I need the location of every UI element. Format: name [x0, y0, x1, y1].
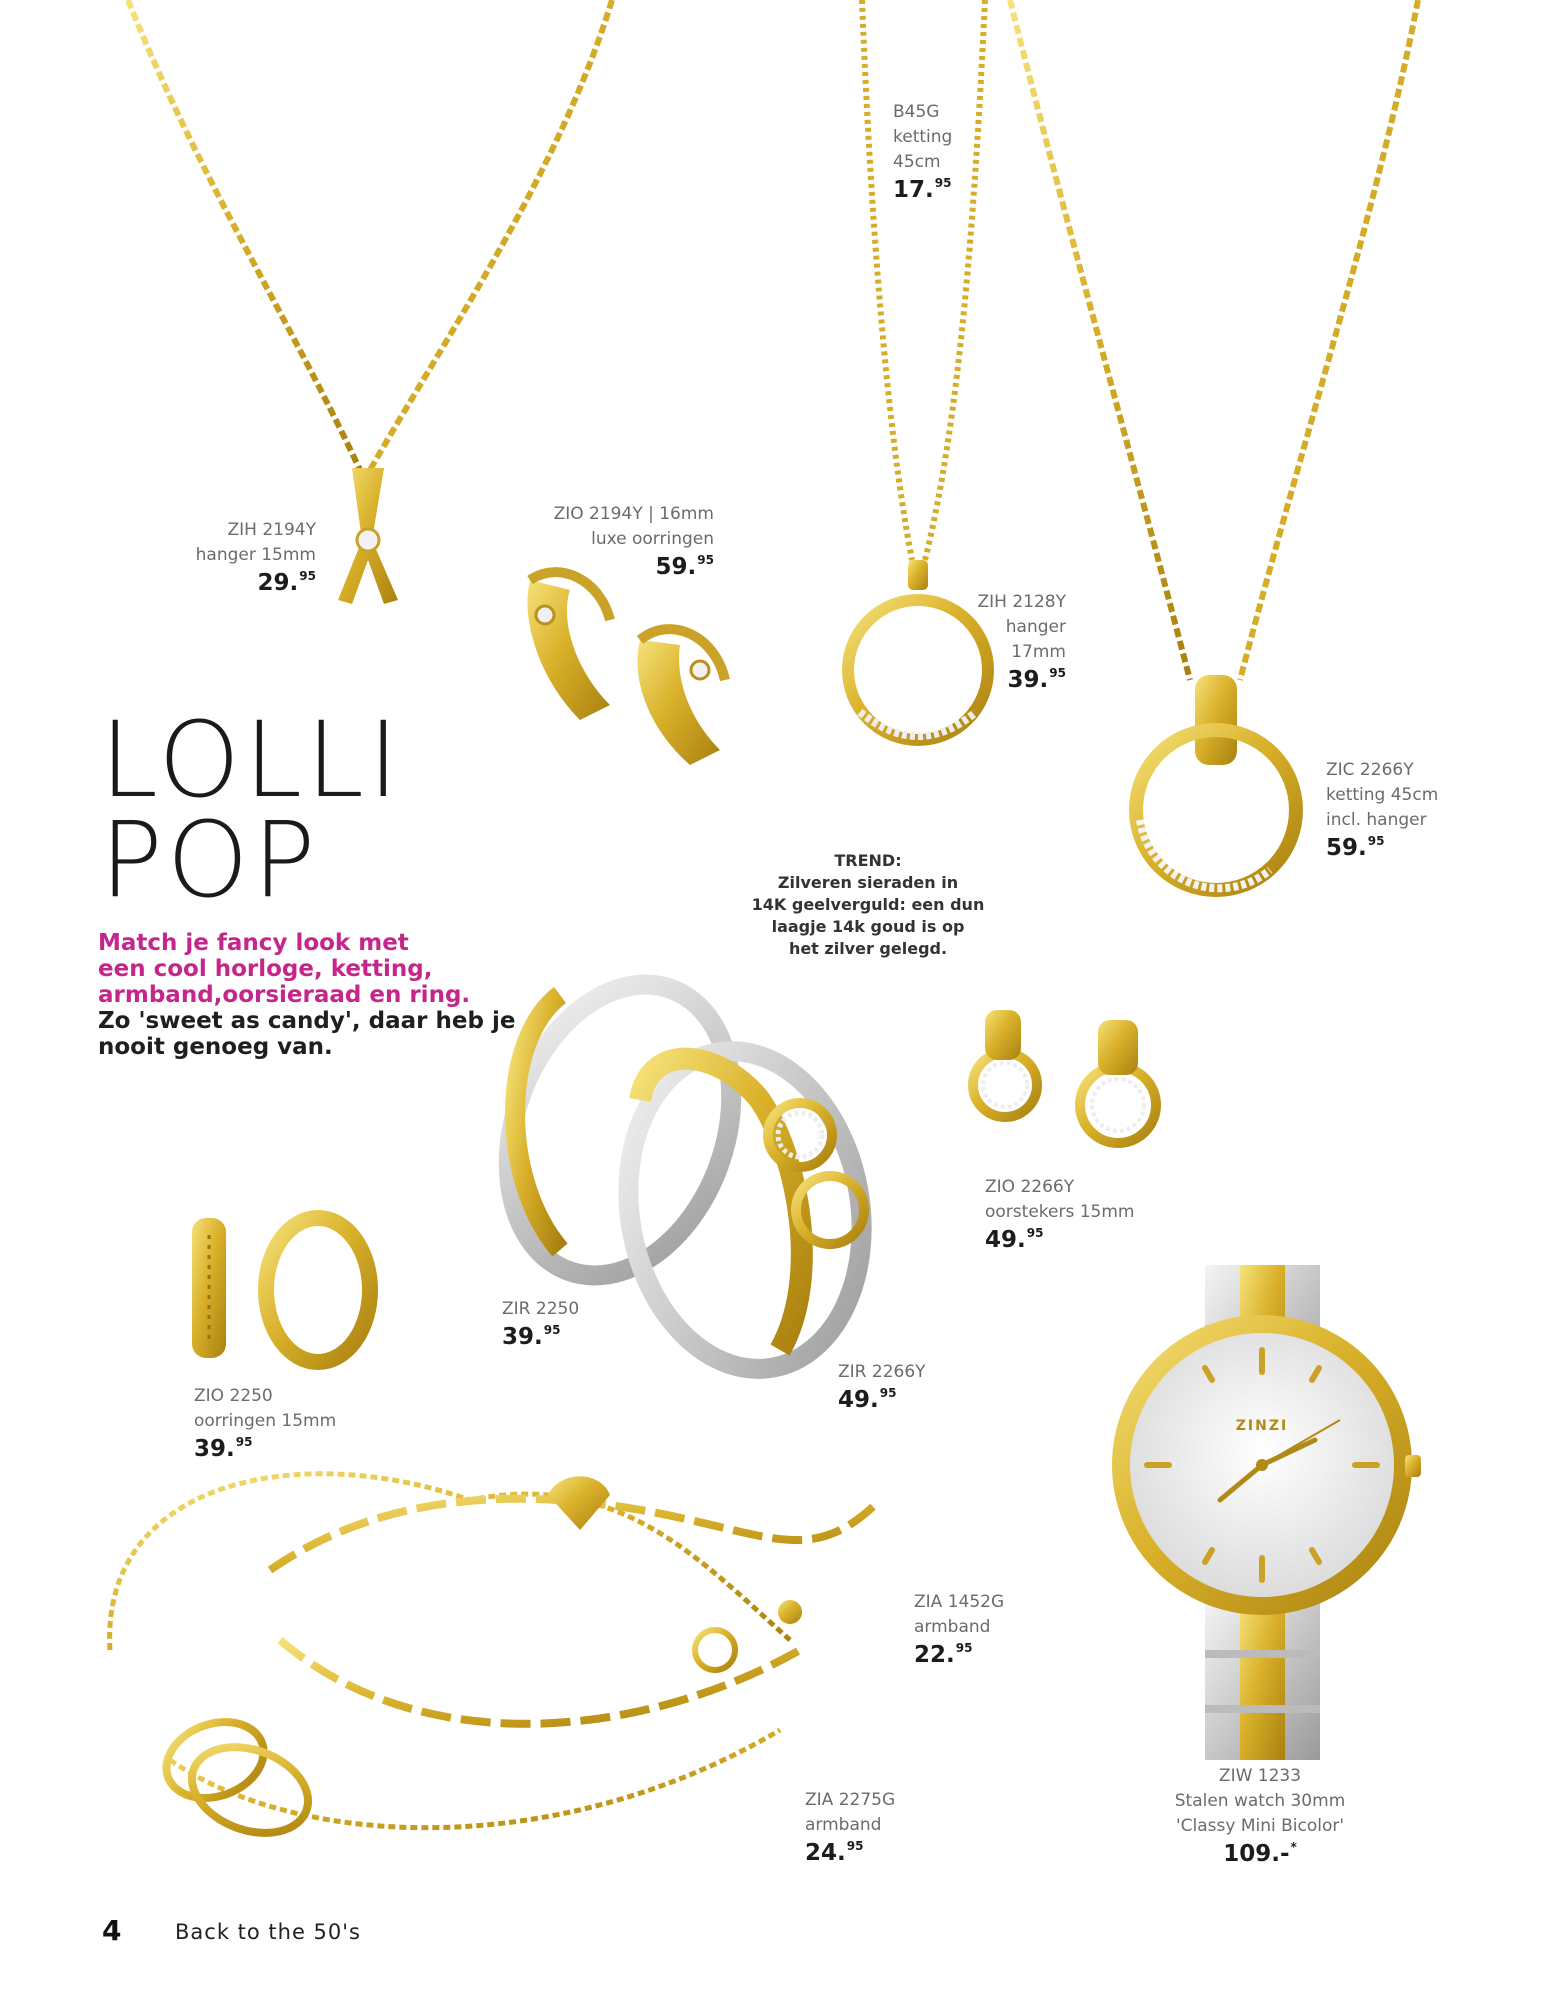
product-price: 49.95 [985, 1226, 1044, 1253]
product-code: ZIA 1452G [914, 1592, 1005, 1612]
intro-pink-line-3: armband,oorsieraad en ring. [98, 982, 471, 1008]
section-title: Back to the 50's [175, 1920, 361, 1944]
product-b45g [893, 100, 983, 208]
product-price: 59.95 [655, 553, 714, 580]
earrings-zio2194y-illustration [527, 572, 725, 765]
product-ziw1233 [1150, 1764, 1370, 1872]
product-description: luxe oorringen [591, 529, 714, 549]
product-price: 59.95 [1326, 834, 1385, 861]
product-size: 17mm [1011, 642, 1066, 662]
headline-line1: LOLLI [100, 699, 403, 821]
product-code: ZIR 2250 [502, 1299, 580, 1319]
product-zio2194y [520, 502, 714, 585]
product-zir2250 [502, 1297, 622, 1355]
product-zih2128y [970, 590, 1066, 698]
trend-note [738, 850, 998, 960]
product-code: ZIH 2128Y [977, 592, 1066, 612]
intro-pink-line-2: een cool horloge, ketting, [98, 956, 433, 982]
product-zio2250 [194, 1384, 364, 1467]
product-detail: incl. hanger [1326, 810, 1427, 830]
product-price: 39.95 [194, 1435, 253, 1462]
intro-dark-line-1: Zo 'sweet as candy', daar heb je [98, 1008, 516, 1034]
trend-line-4: het zilver gelegd. [788, 939, 948, 958]
headline-line2: POP [100, 799, 320, 921]
page-number: 4 [102, 1914, 122, 1947]
product-code: ZIW 1233 [1218, 1766, 1302, 1786]
product-description: armband [805, 1815, 882, 1835]
intro-pink-line-1: Match je fancy look met [98, 930, 409, 956]
product-code: B45G [893, 102, 940, 122]
product-code: ZIR 2266Y [838, 1362, 926, 1382]
product-price: 22.95 [914, 1641, 973, 1668]
product-price: 39.95 [1007, 666, 1066, 693]
intro-dark-line-2: nooit genoeg van. [98, 1034, 333, 1060]
trend-line-2: 14K geelverguld: een dun [751, 895, 985, 914]
product-price: 17.95 [893, 176, 952, 203]
product-code: ZIO 2250 [194, 1386, 273, 1406]
product-zih2194y [140, 518, 316, 601]
product-description: hanger 15mm [195, 545, 316, 565]
necklace-zic2266y-illustration [1010, 0, 1418, 890]
product-description: ketting [893, 127, 953, 147]
intro-text [98, 930, 518, 1060]
earrings-zio2250-illustration [192, 1218, 370, 1362]
product-description: oorstekers 15mm [985, 1202, 1135, 1222]
product-code: ZIO 2194Y | 16mm [553, 504, 714, 524]
product-price: 109.-* [1223, 1840, 1297, 1867]
product-price: 29.95 [257, 569, 316, 596]
headline [100, 699, 403, 921]
product-description: armband [914, 1617, 991, 1637]
watch-brand-logo: ZINZI [1235, 1418, 1289, 1434]
product-code: ZIH 2194Y [227, 520, 316, 540]
product-code: ZIA 2275G [805, 1790, 896, 1810]
product-price: 24.95 [805, 1839, 864, 1866]
product-price: 49.95 [838, 1386, 897, 1413]
trend-title: TREND: [834, 851, 902, 870]
product-size: 45cm [893, 152, 941, 172]
product-zia1452g [914, 1590, 1034, 1673]
product-zio2266y [985, 1175, 1165, 1258]
product-zia2275g [805, 1788, 925, 1871]
trend-line-1: Zilveren sieraden in [777, 873, 959, 892]
product-description: hanger [1005, 617, 1066, 637]
watch-ziw1233-illustration [1112, 1265, 1421, 1760]
product-description: oorringen 15mm [194, 1411, 337, 1431]
product-description: ketting 45cm [1326, 785, 1439, 805]
product-model: 'Classy Mini Bicolor' [1175, 1816, 1345, 1836]
product-code: ZIO 2266Y [985, 1177, 1075, 1197]
bracelets-zia1452g-zia2275g-illustration [110, 1474, 880, 1848]
product-code: ZIC 2266Y [1326, 760, 1414, 780]
earrings-zio2266y-illustration [973, 1010, 1156, 1143]
trend-line-3: laagje 14k goud is op [771, 917, 965, 936]
product-price: 39.95 [502, 1323, 561, 1350]
product-description: Stalen watch 30mm [1174, 1791, 1346, 1811]
product-zic2266y [1326, 758, 1466, 866]
product-zir2266y [838, 1360, 958, 1418]
